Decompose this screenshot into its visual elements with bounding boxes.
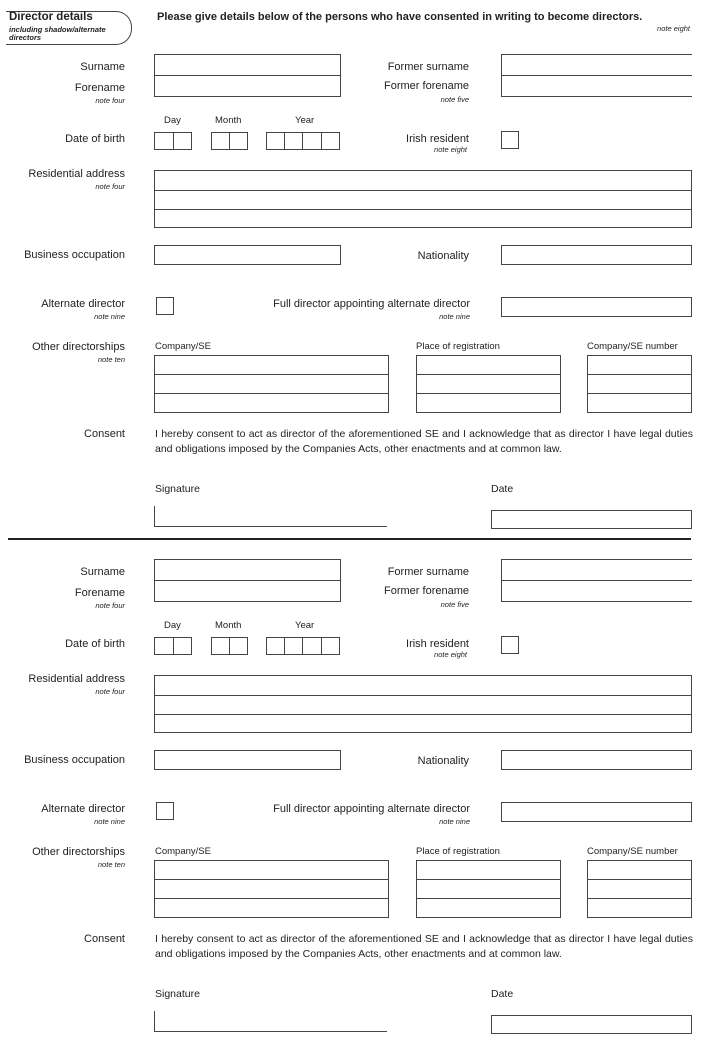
day-label: Day xyxy=(164,620,181,631)
address-divider xyxy=(154,695,692,696)
surname-label: Surname xyxy=(80,566,125,578)
digit-divider xyxy=(229,637,230,655)
row-divider xyxy=(587,374,692,375)
address-divider xyxy=(154,209,692,210)
address-note: note four xyxy=(95,182,125,191)
name-divider xyxy=(154,580,341,581)
row-divider xyxy=(154,393,389,394)
dob-label: Date of birth xyxy=(65,638,125,650)
row-divider xyxy=(416,374,561,375)
month-label: Month xyxy=(215,620,242,631)
address-box xyxy=(154,675,692,733)
digit-divider xyxy=(173,637,174,655)
digit-divider xyxy=(302,637,303,655)
company-se-header: Company/SE xyxy=(155,846,211,857)
date-label: Date xyxy=(491,988,514,1000)
row-divider xyxy=(587,393,692,394)
address-box xyxy=(154,170,692,228)
other-directorships-note: note ten xyxy=(97,355,125,364)
former-surname-label: Former surname xyxy=(387,61,469,73)
other-directorships-label: Other directorships xyxy=(32,341,125,353)
consent-text: I hereby consent to act as director of the aforementioned SE and I acknowledge that as director I have legal duties and obligations imposed by the Companies Acts, other enactments and at common law. xyxy=(155,428,693,455)
name-divider xyxy=(154,75,341,76)
nationality-label: Nationality xyxy=(417,250,469,262)
intro-note: note eight xyxy=(657,24,690,33)
row-divider xyxy=(154,898,389,899)
company-se-table[interactable] xyxy=(154,860,389,918)
forename-note: note four xyxy=(95,601,125,610)
place-of-registration-table[interactable] xyxy=(416,355,561,413)
consent-text: I hereby consent to act as director of the aforementioned SE and I acknowledge that as director I have legal duties and obligations imposed by the Companies Acts, other enactments and at common law. xyxy=(155,933,693,960)
occupation-field[interactable] xyxy=(154,750,341,770)
dob-year-field[interactable] xyxy=(266,637,340,655)
forename-label: Forename xyxy=(74,82,125,94)
company-se-number-header: Company/SE number xyxy=(587,341,678,352)
row-divider xyxy=(416,393,561,394)
place-of-registration-header: Place of registration xyxy=(416,341,500,352)
digit-divider xyxy=(284,132,285,150)
director-block xyxy=(0,505,707,1045)
alternate-director-note: note nine xyxy=(94,312,125,321)
former-surname-label: Former surname xyxy=(387,566,469,578)
occupation-field[interactable] xyxy=(154,245,341,265)
address-label: Residential address xyxy=(28,673,125,685)
date-label: Date xyxy=(491,483,514,495)
month-label: Month xyxy=(215,115,242,126)
forename-label: Forename xyxy=(74,587,125,599)
digit-divider xyxy=(173,132,174,150)
occupation-label: Business occupation xyxy=(24,249,125,261)
irish-resident-label: Irish resident xyxy=(406,638,469,650)
full-director-note: note nine xyxy=(439,312,470,321)
day-label: Day xyxy=(164,115,181,126)
alternate-director-checkbox[interactable] xyxy=(156,802,174,820)
other-directorships-label: Other directorships xyxy=(32,846,125,858)
former-forename-note: note five xyxy=(440,95,469,104)
irish-resident-note: note eight xyxy=(434,145,467,154)
dob-year-field[interactable] xyxy=(266,132,340,150)
digit-divider xyxy=(321,637,322,655)
former-forename-label: Former forename xyxy=(384,80,469,92)
consent-label: Consent xyxy=(84,428,125,440)
signature-label: Signature xyxy=(155,988,200,1000)
irish-resident-note: note eight xyxy=(434,650,467,659)
alternate-director-note: note nine xyxy=(94,817,125,826)
company-se-table[interactable] xyxy=(154,355,389,413)
former-name-divider xyxy=(501,580,692,581)
row-divider xyxy=(587,898,692,899)
digit-divider xyxy=(321,132,322,150)
company-se-number-table[interactable] xyxy=(587,355,692,413)
surname-label: Surname xyxy=(80,61,125,73)
row-divider xyxy=(587,879,692,880)
row-divider xyxy=(154,879,389,880)
digit-divider xyxy=(284,637,285,655)
date-field[interactable] xyxy=(491,1015,692,1034)
company-se-number-header: Company/SE number xyxy=(587,846,678,857)
occupation-label: Business occupation xyxy=(24,754,125,766)
intro-text: Please give details below of the persons who have consented in writing to become directors. xyxy=(157,11,643,23)
row-divider xyxy=(154,374,389,375)
former-forename-note: note five xyxy=(440,600,469,609)
alternate-director-label: Alternate director xyxy=(41,298,125,310)
digit-divider xyxy=(229,132,230,150)
consent-label: Consent xyxy=(84,933,125,945)
other-directorships-note: note ten xyxy=(97,860,125,869)
address-divider xyxy=(154,714,692,715)
nationality-field[interactable] xyxy=(501,750,692,770)
company-se-header: Company/SE xyxy=(155,341,211,352)
company-se-number-table[interactable] xyxy=(587,860,692,918)
full-director-label: Full director appointing alternate director xyxy=(273,298,470,310)
address-note: note four xyxy=(95,687,125,696)
nationality-label: Nationality xyxy=(417,755,469,767)
alternate-director-checkbox[interactable] xyxy=(156,297,174,315)
former-forename-label: Former forename xyxy=(384,585,469,597)
place-of-registration-table[interactable] xyxy=(416,860,561,918)
section-title: Director details xyxy=(9,11,93,23)
nationality-field[interactable] xyxy=(501,245,692,265)
irish-resident-checkbox[interactable] xyxy=(501,636,519,654)
signature-line[interactable] xyxy=(154,1031,387,1032)
row-divider xyxy=(416,898,561,899)
forename-note: note four xyxy=(95,96,125,105)
alternate-director-label: Alternate director xyxy=(41,803,125,815)
full-director-field[interactable] xyxy=(501,297,692,317)
year-label: Year xyxy=(295,620,315,631)
full-director-note: note nine xyxy=(439,817,470,826)
signature-bracket xyxy=(154,1011,155,1031)
digit-divider xyxy=(302,132,303,150)
year-label: Year xyxy=(295,115,315,126)
irish-resident-label: Irish resident xyxy=(406,133,469,145)
row-divider xyxy=(416,879,561,880)
dob-label: Date of birth xyxy=(65,133,125,145)
full-director-field[interactable] xyxy=(501,802,692,822)
signature-label: Signature xyxy=(155,483,200,495)
former-name-divider xyxy=(501,75,692,76)
address-divider xyxy=(154,190,692,191)
irish-resident-checkbox[interactable] xyxy=(501,131,519,149)
full-director-label: Full director appointing alternate director xyxy=(273,803,470,815)
section-subtitle: including shadow/alternate directors xyxy=(9,25,106,42)
place-of-registration-header: Place of registration xyxy=(416,846,500,857)
address-label: Residential address xyxy=(28,168,125,180)
